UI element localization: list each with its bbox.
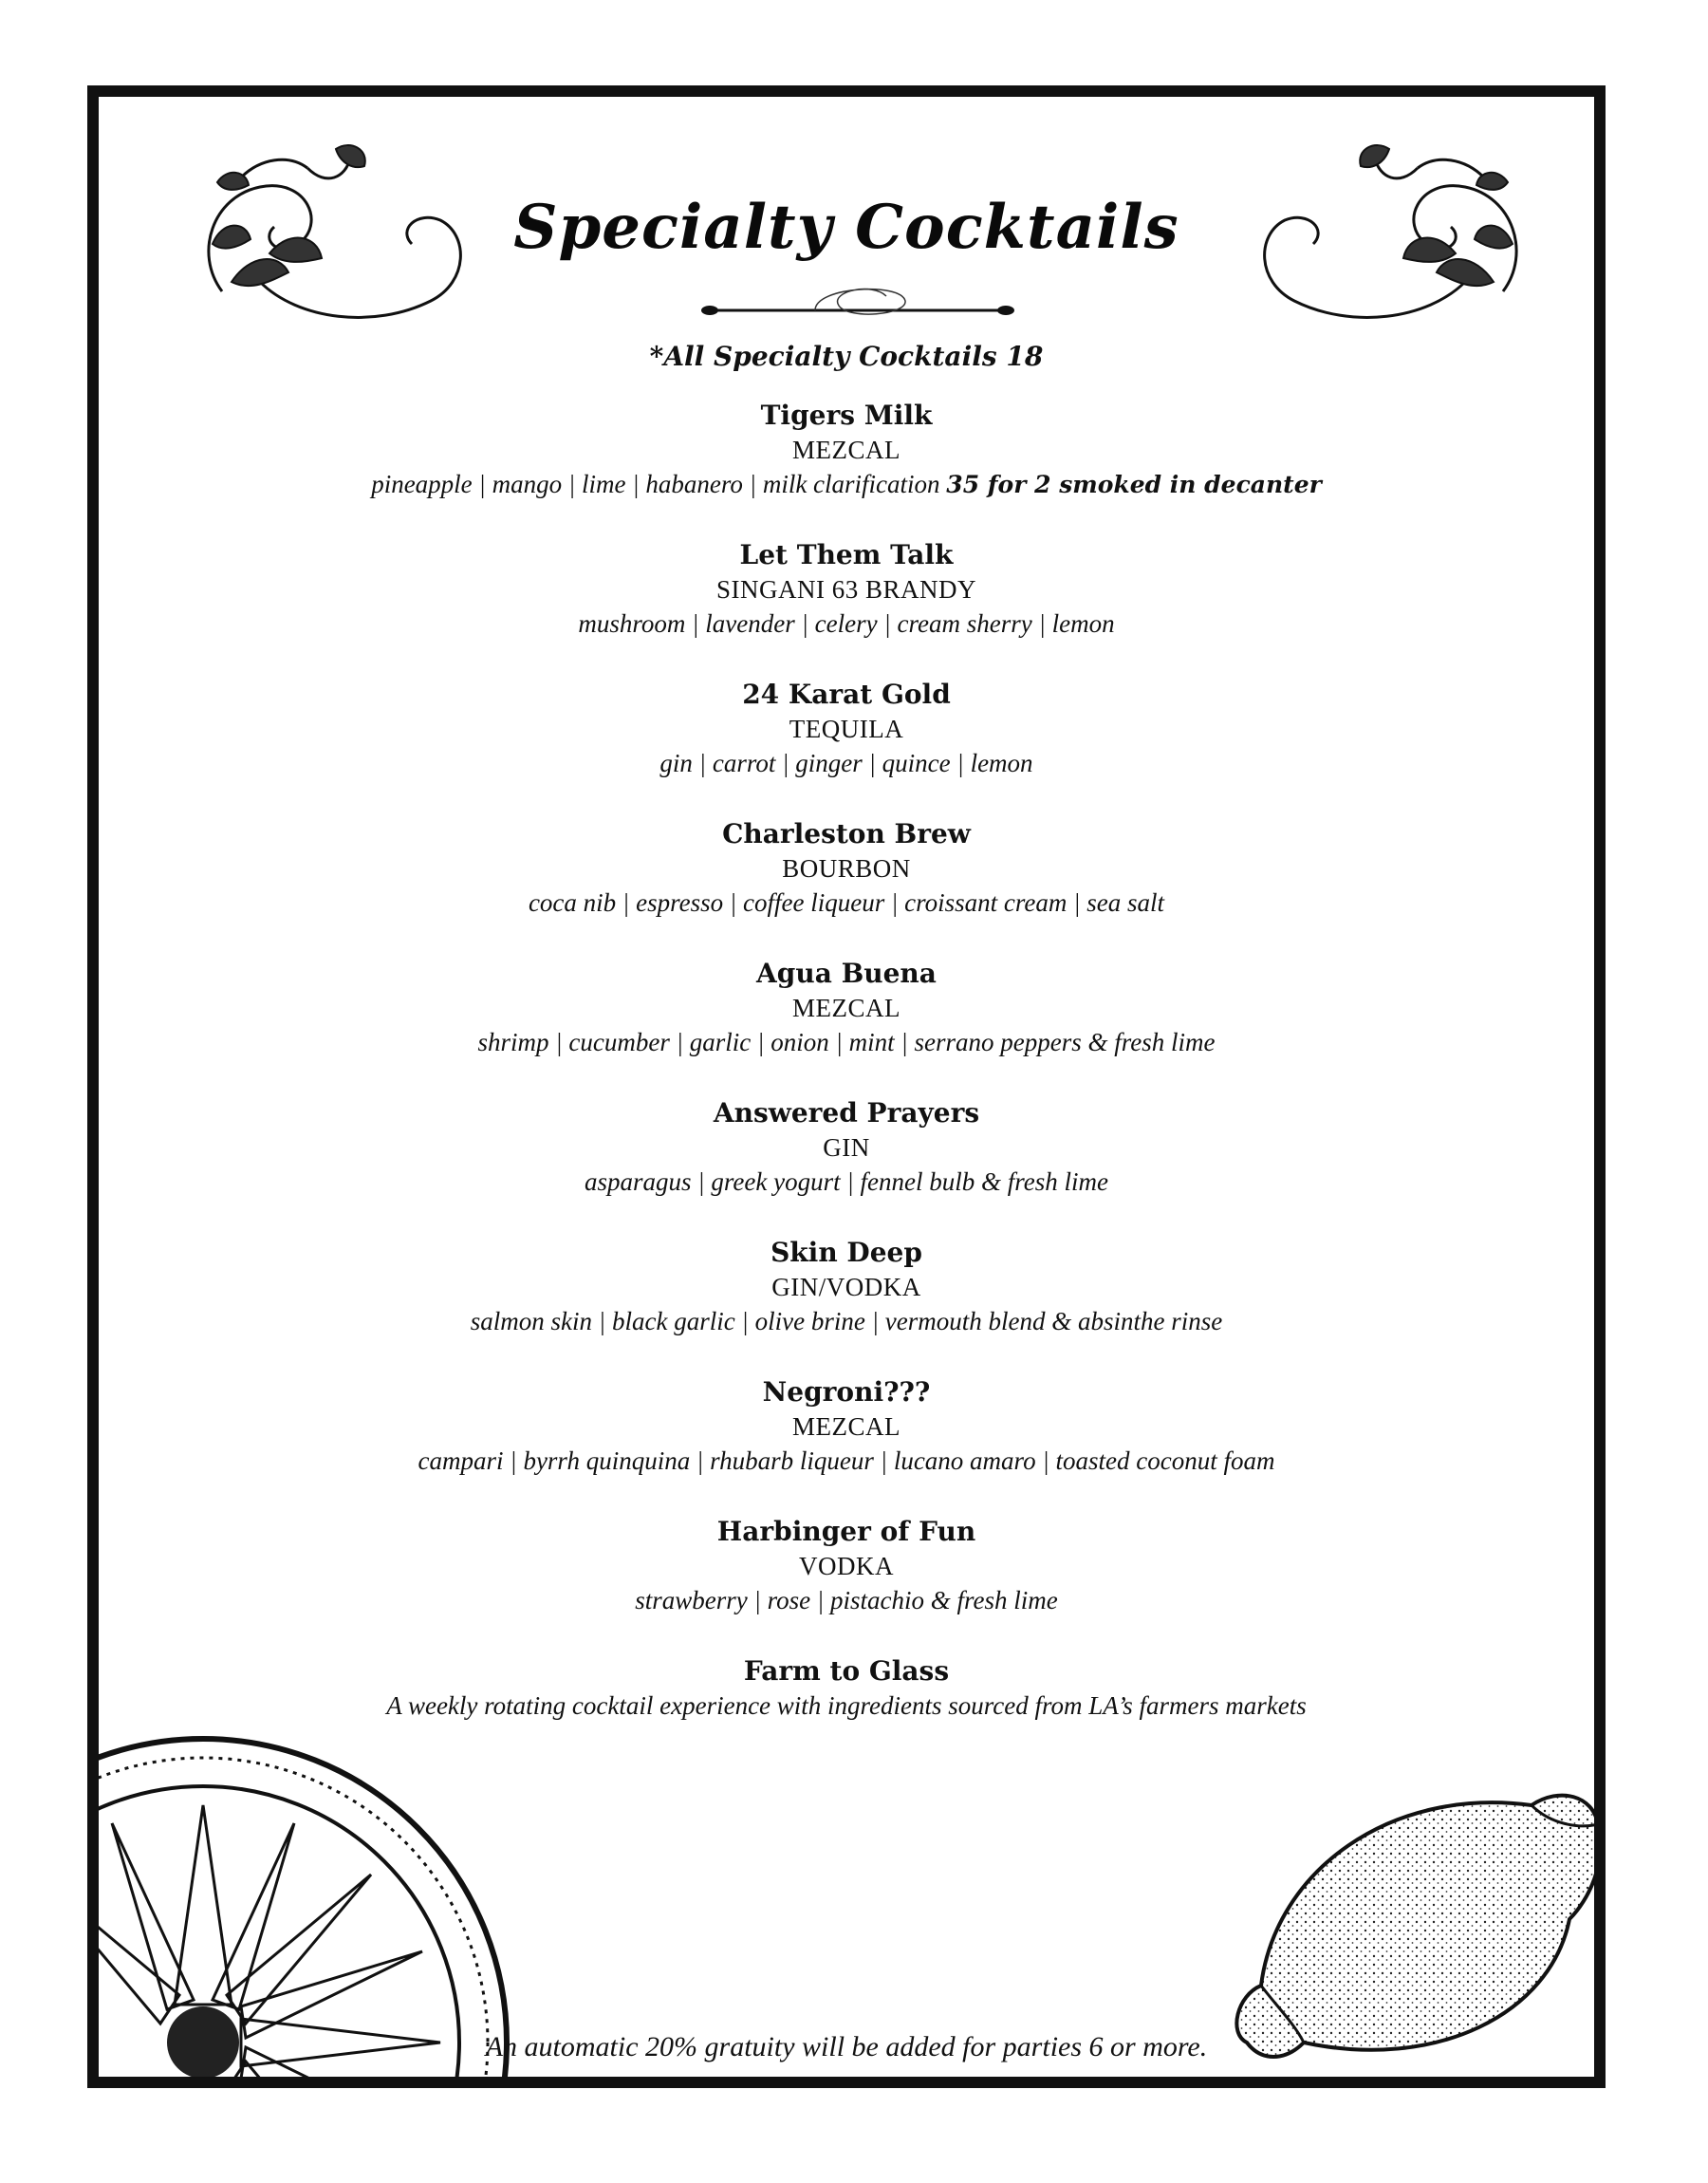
cocktail-ingredients: asparagus | greek yogurt | fennel bulb & fresh lime	[584, 1167, 1109, 1196]
list-item	[99, 1375, 1594, 1515]
list-item	[99, 1236, 1594, 1375]
cocktail-ingredients: strawberry | rose | pistachio & fresh lime	[635, 1586, 1058, 1614]
gratuity-note: An automatic 20% gratuity will be added for parties 6 or more.	[485, 2031, 1208, 2062]
list-item	[99, 399, 1594, 538]
list-item	[99, 678, 1594, 817]
cocktail-spirit: VODKA	[799, 1552, 894, 1580]
cocktail-name: Tigers Milk	[760, 400, 933, 431]
cocktail-name: Farm to Glass	[743, 1655, 950, 1687]
cocktail-name: Harbinger of Fun	[716, 1516, 976, 1547]
cocktail-name: Let Them Talk	[739, 539, 954, 570]
ingredients-text: pineapple | mango | lime | habanero | milk clarification	[371, 470, 940, 498]
list-item	[99, 817, 1594, 957]
list-item	[99, 1096, 1594, 1236]
list-item	[99, 957, 1594, 1096]
cocktail-ingredients: shrimp | cucumber | garlic | onion | mint | serrano peppers & fresh lime	[477, 1028, 1216, 1056]
cocktail-spirit: BOURBON	[782, 854, 911, 883]
cocktail-name: Answered Prayers	[713, 1097, 980, 1129]
cocktail-spirit: GIN/VODKA	[771, 1273, 921, 1301]
sharing-offer: 35 for 2 smoked in decanter	[946, 471, 1322, 498]
cocktail-ingredients	[99, 467, 1594, 502]
cocktail-ingredients: campari | byrrh quinquina | rhubarb liqueur | lucano amaro | toasted coconut foam	[418, 1446, 1275, 1475]
cocktail-spirit: MEZCAL	[792, 1412, 900, 1441]
cocktail-ingredients: gin | carrot | ginger | quince | lemon	[659, 749, 1033, 777]
cocktail-ingredients: coca nib | espresso | coffee liqueur | croissant cream | sea salt	[528, 888, 1165, 917]
page-title: Specialty Cocktails	[513, 192, 1179, 263]
cocktail-spirit: SINGANI 63 BRANDY	[715, 575, 976, 604]
cocktail-spirit: MEZCAL	[792, 436, 900, 464]
list-item	[99, 1515, 1594, 1654]
cocktail-ingredients: A weekly rotating cocktail experience with ingredients sourced from LA’s farmers markets	[386, 1691, 1307, 1720]
cocktail-name: Charleston Brew	[722, 818, 971, 849]
price-note: *All Specialty Cocktails 18	[649, 341, 1044, 372]
cocktail-name: Negroni???	[762, 1376, 931, 1408]
scroll-divider-icon	[696, 268, 1019, 334]
cocktail-ingredients: salmon skin | black garlic | olive brine | vermouth blend & absinthe rinse	[470, 1307, 1223, 1335]
cocktail-name: 24 Karat Gold	[742, 679, 951, 710]
list-item	[99, 538, 1594, 678]
menu-frame	[87, 85, 1606, 2088]
cocktail-spirit: TEQUILA	[789, 715, 904, 743]
cocktail-list	[99, 399, 1594, 1794]
cocktail-spirit: GIN	[823, 1133, 870, 1162]
cocktail-name: Agua Buena	[756, 958, 937, 989]
cocktail-spirit: MEZCAL	[792, 994, 900, 1022]
cocktail-name: Skin Deep	[770, 1237, 922, 1268]
cocktail-ingredients: mushroom | lavender | celery | cream sherry | lemon	[578, 609, 1115, 638]
